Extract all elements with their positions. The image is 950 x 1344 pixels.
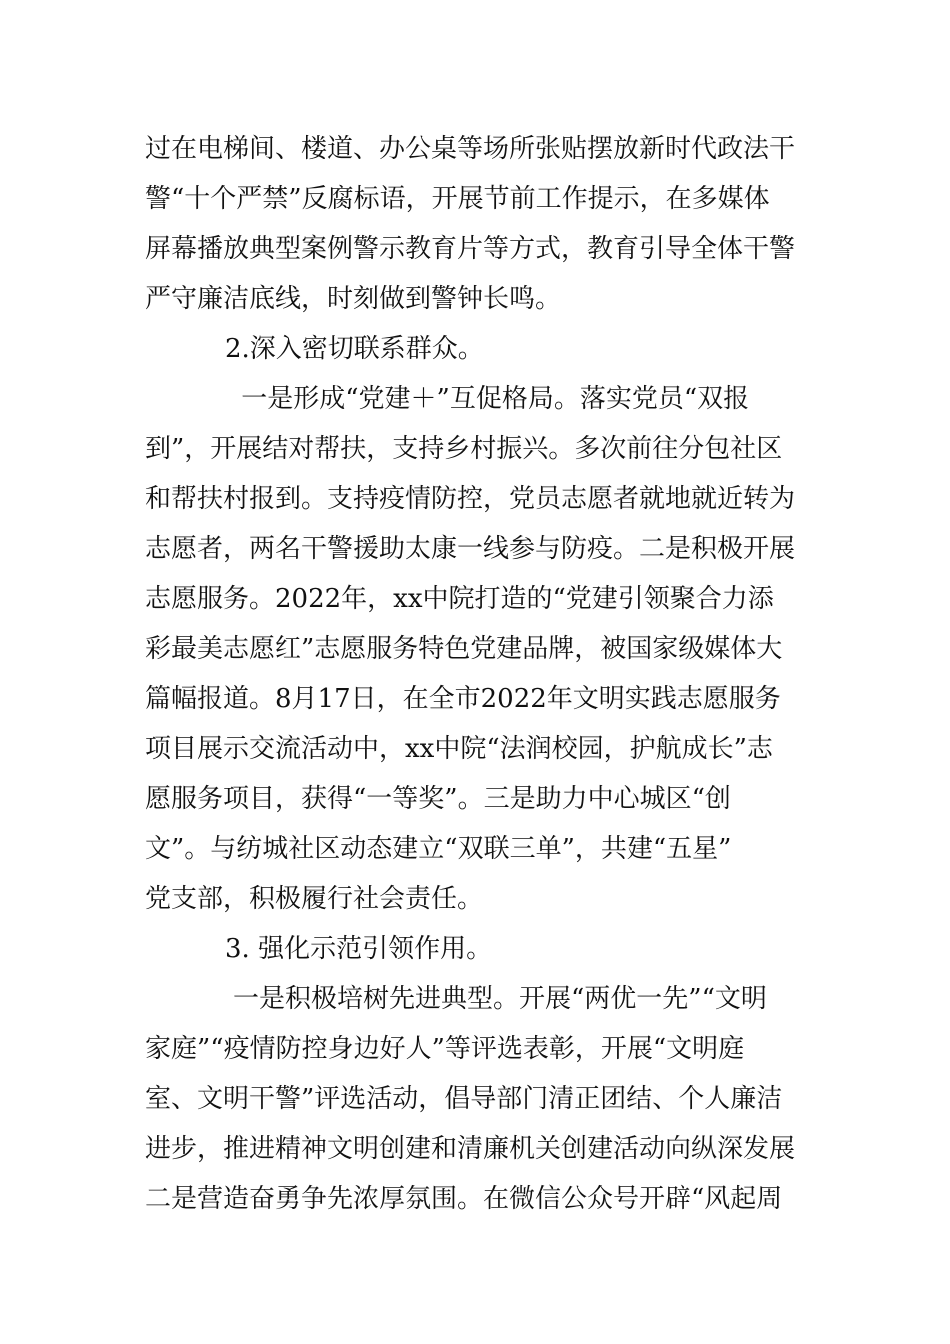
paragraph-line: 家庭”“疫情防控身边好人”等评选表彰，开展“文明庭	[145, 1034, 745, 1064]
paragraph-line: 党支部，积极履行社会责任。	[145, 884, 484, 914]
section-heading-2: 2.深入密切联系群众。	[225, 334, 484, 364]
paragraph-line: 过在电梯间、楼道、办公桌等场所张贴摆放新时代政法干	[145, 134, 796, 164]
paragraph-line: 志愿者，两名干警援助太康一线参与防疫。二是积极开展	[145, 534, 796, 564]
paragraph-line: 一是积极培树先进典型。开展“两优一先”“文明	[233, 984, 767, 1014]
paragraph-line: 到”，开展结对帮扶，支持乡村振兴。多次前往分包社区	[145, 434, 783, 464]
paragraph-line: 屏幕播放典型案例警示教育片等方式，教育引导全体干警	[145, 234, 796, 264]
paragraph-line: 篇幅报道。8月17日，在全市2022年文明实践志愿服务	[145, 684, 781, 714]
paragraph-line: 愿服务项目，获得“一等奖”。三是助力中心城区“创	[145, 784, 731, 814]
paragraph-line: 进步，推进精神文明创建和清廉机关创建活动向纵深发展	[145, 1134, 796, 1164]
paragraph-line: 二是营造奋勇争先浓厚氛围。在微信公众号开辟“风起周	[145, 1184, 783, 1214]
paragraph-line: 警“十个严禁”反腐标语，开展节前工作提示，在多媒体	[145, 184, 770, 214]
paragraph-line: 严守廉洁底线，时刻做到警钟长鸣。	[145, 284, 562, 314]
section-heading-3: 3. 强化示范引领作用。	[225, 934, 493, 964]
document-body	[145, 124, 810, 1224]
paragraph-line: 项目展示交流活动中，xx中院“法润校园，护航成长”志	[145, 734, 773, 764]
paragraph-line: 和帮扶村报到。支持疫情防控，党员志愿者就地就近转为	[145, 484, 796, 514]
paragraph-line: 文”。与纺城社区动态建立“双联三单”，共建“五星”	[145, 834, 732, 864]
paragraph-line: 一是形成“党建＋”互促格局。落实党员“双报	[233, 384, 750, 414]
paragraph-line: 志愿服务。2022年，xx中院打造的“党建引领聚合力添	[145, 584, 774, 614]
paragraph-line: 室、文明干警”评选活动，倡导部门清正团结、个人廉洁	[145, 1084, 783, 1114]
paragraph-line: 彩最美志愿红”志愿服务特色党建品牌，被国家级媒体大	[145, 634, 783, 664]
